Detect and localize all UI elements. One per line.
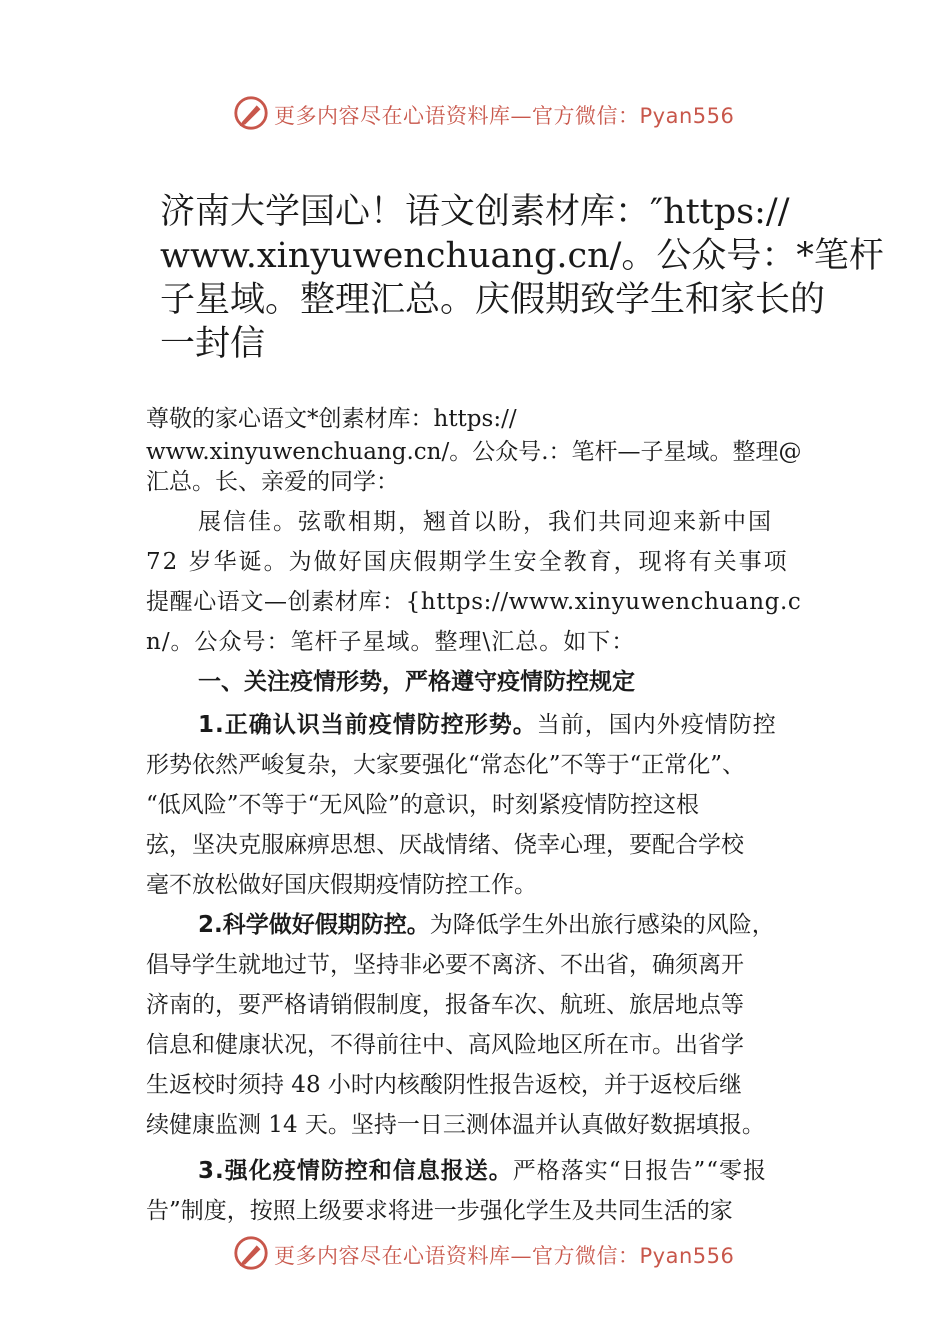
item-line: 告”制度，按照上级要求将进一步强化学生及共同生活的家: [146, 1198, 733, 1224]
salutation-line: www.xinyuwenchuang.cn/。公众号.：笔杆—子星域。整理@: [146, 439, 802, 465]
item-line: “低风险”不等于“无风险”的意识，时刻紧疫情防控这根: [146, 792, 700, 818]
banner-label: 更多内容尽在心语资料库—官方微信：: [274, 104, 640, 128]
title-line: 济南大学国心！语文创素材库：″https://: [160, 192, 790, 232]
item-line: 生返校时须持 48 小时内核酸阴性报告返校，并于返校后继: [146, 1072, 742, 1098]
intro-line: 提醒心语文—创素材库：{https://www.xinyuwenchuang.c: [146, 589, 802, 615]
item-text: 为降低学生外出旅行感染的风险，: [429, 912, 775, 938]
title-line: 一封信: [160, 324, 266, 364]
item-lead: 1.正确认识当前疫情防控形势。: [198, 712, 537, 738]
item-lead: 3.强化疫情防控和信息报送。: [198, 1158, 513, 1184]
footer-banner: [0, 1228, 950, 1278]
document-title: [160, 190, 884, 366]
item-first-line: [198, 906, 775, 939]
pen-nib-logo-icon: [232, 94, 270, 132]
intro-line: n/。公众号：笔杆子星域。整理\汇总。如下：: [146, 629, 636, 655]
item-line: 信息和健康状况，不得前往中、高风险地区所在市。出省学: [146, 1032, 744, 1058]
banner-text: [274, 100, 734, 130]
item-line: 倡导学生就地过节，坚持非必要不离济、不出省，确须离开: [146, 952, 744, 978]
intro-line: 72 岁华诞。为做好国庆假期学生安全教育，现将有关事项: [146, 549, 789, 575]
item-lead: 2.科学做好假期防控。: [198, 912, 430, 938]
banner-label: 更多内容尽在心语资料库—官方微信：: [274, 1244, 640, 1268]
item-line: 毫不放松做好国庆假期疫情防控工作。: [146, 872, 537, 898]
salutation-line: 尊敬的家心语文*创素材库：https://: [146, 406, 517, 432]
banner-wechat-id: Pyan556: [639, 1244, 735, 1268]
item-first-line: [198, 1152, 767, 1185]
item-line: 弦，坚决克服麻痹思想、厌战情绪、侥幸心理，要配合学校: [146, 832, 744, 858]
banner-wechat-id: Pyan556: [639, 104, 735, 128]
section-heading: 一、关注疫情形势，严格遵守疫情防控规定: [198, 669, 635, 695]
item-line: 续健康监测 14 天。坚持一日三测体温并认真做好数据填报。: [146, 1112, 765, 1138]
pen-nib-logo-icon: [232, 1234, 270, 1272]
banner-text: [274, 1240, 734, 1270]
item-text: 当前，国内外疫情防控: [536, 712, 777, 738]
title-line: www.xinyuwenchuang.cn/。公众号：*笔杆: [160, 236, 884, 276]
header-banner: [0, 88, 950, 138]
item-first-line: [198, 706, 777, 739]
item-line: 形势依然严峻复杂，大家要强化“常态化”不等于“正常化”、: [146, 752, 746, 778]
intro-line: 展信佳。弦歌相期，翘首以盼，我们共同迎来新中国: [198, 509, 773, 535]
salutation-line: 汇总。长、亲爱的同学：: [146, 469, 399, 495]
title-line: 子星域。整理汇总。庆假期致学生和家长的: [160, 280, 826, 320]
item-text: 严格落实“日报告”“零报: [512, 1158, 768, 1184]
item-line: 济南的，要严格请销假制度，报备车次、航班、旅居地点等: [146, 992, 744, 1018]
